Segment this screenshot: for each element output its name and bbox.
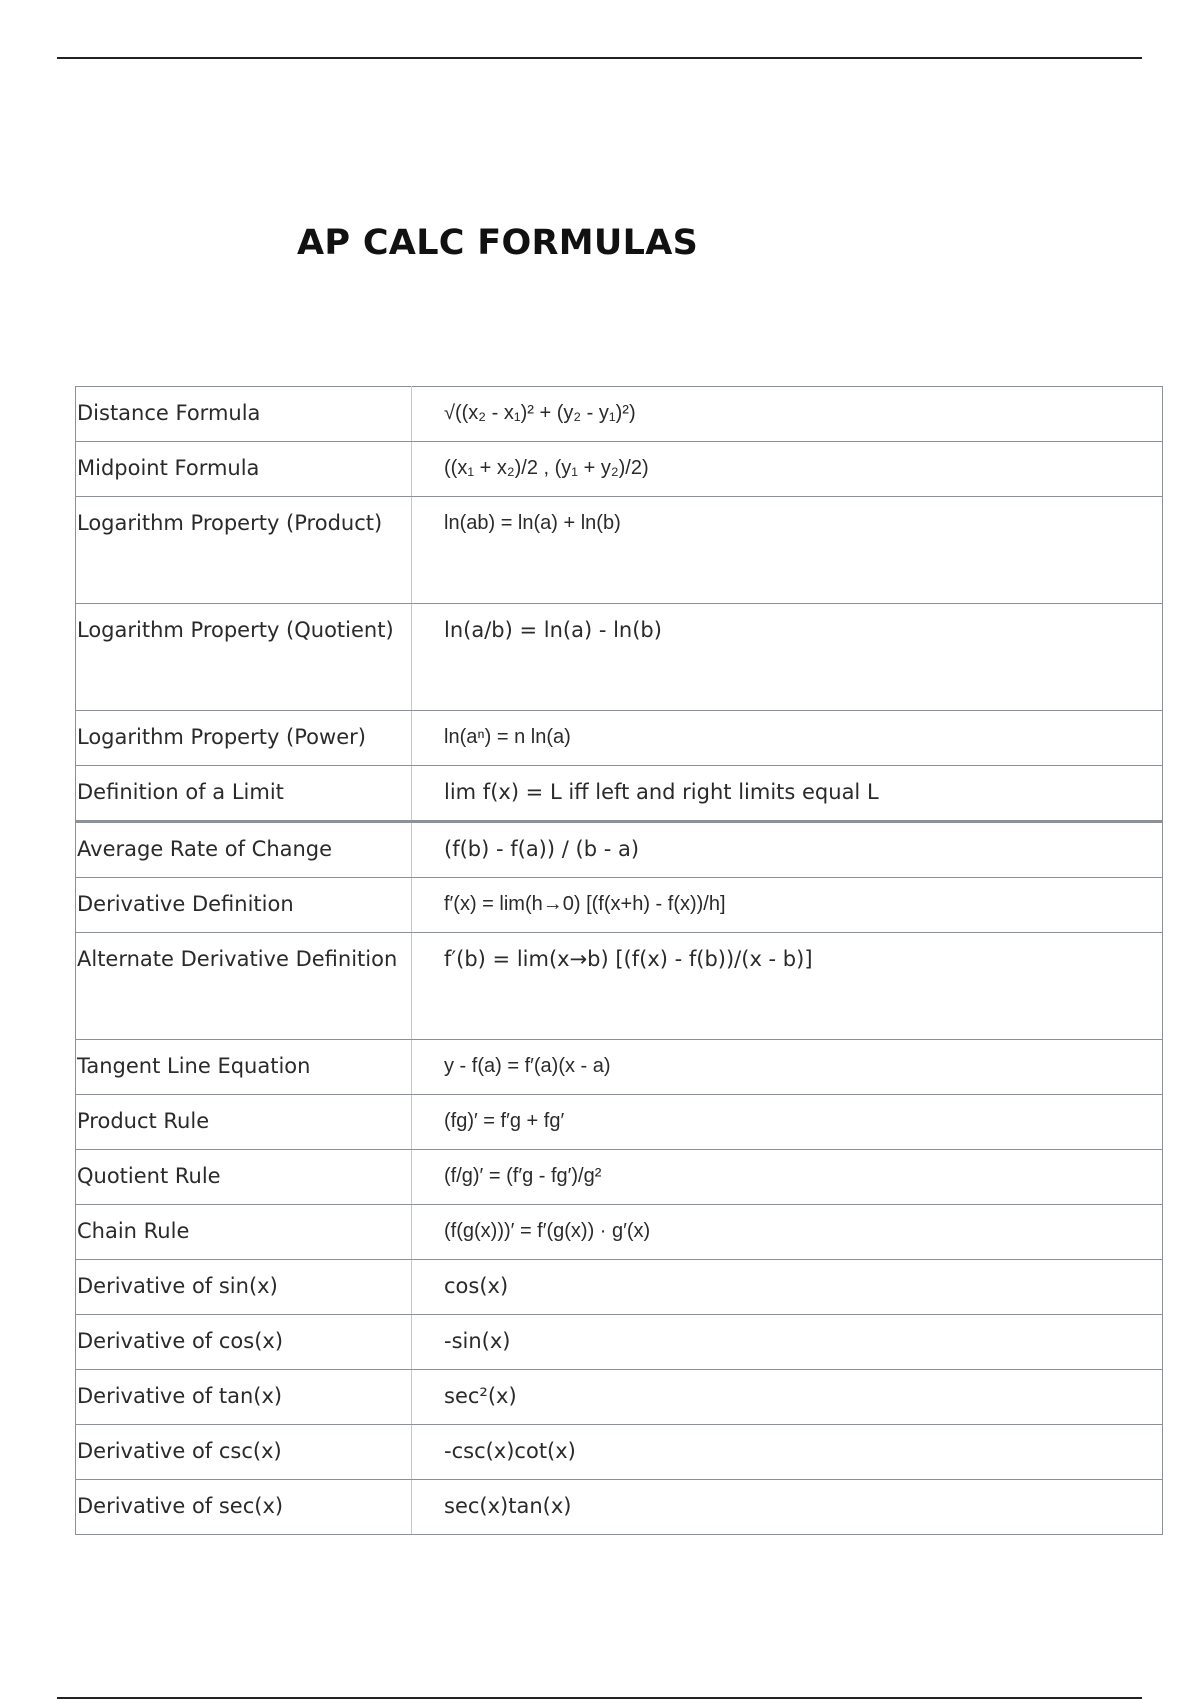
formula-table: [75, 386, 1163, 1535]
table-row: [76, 878, 1163, 933]
formula-name: Midpoint Formula: [76, 442, 412, 497]
table-row: [76, 1425, 1163, 1480]
formula-name: Logarithm Property (Quotient): [76, 604, 412, 711]
formula-name: Derivative of cos(x): [76, 1315, 412, 1370]
formula-name: Quotient Rule: [76, 1150, 412, 1205]
table-row: [76, 1205, 1163, 1260]
table-row: [76, 497, 1163, 604]
table-row: [76, 1370, 1163, 1425]
table-row: [76, 1040, 1163, 1095]
formula-expression: -csc(x)cot(x): [412, 1425, 1163, 1480]
formula-name: Derivative of csc(x): [76, 1425, 412, 1480]
formula-name: Derivative Definition: [76, 878, 412, 933]
formula-expression: ((x₁ + x₂)/2 , (y₁ + y₂)/2): [412, 442, 1163, 497]
table-row: [76, 442, 1163, 497]
formula-name: Definition of a Limit: [76, 766, 412, 822]
formula-expression: sec(x)tan(x): [412, 1480, 1163, 1535]
formula-expression: lim f(x) = L iff left and right limits equal L: [412, 766, 1163, 822]
table-row: [76, 1315, 1163, 1370]
formula-name: Logarithm Property (Power): [76, 711, 412, 766]
formula-expression: √((x₂ - x₁)² + (y₂ - y₁)²): [412, 387, 1163, 442]
table-row: [76, 1150, 1163, 1205]
table-row: [76, 711, 1163, 766]
formula-expression: sec²(x): [412, 1370, 1163, 1425]
formula-expression: (f/g)′ = (f′g - fg′)/g²: [412, 1150, 1163, 1205]
formula-expression: cos(x): [412, 1260, 1163, 1315]
formula-expression: (fg)′ = f′g + fg′: [412, 1095, 1163, 1150]
formula-expression: ln(a/b) = ln(a) - ln(b): [412, 604, 1163, 711]
table-row: [76, 1480, 1163, 1535]
document-title: AP CALC FORMULAS: [297, 223, 699, 263]
table-row: [76, 1095, 1163, 1150]
bottom-rule: [57, 1697, 1142, 1699]
top-rule: [57, 57, 1142, 59]
table-row: [76, 766, 1163, 822]
table-row: [76, 822, 1163, 878]
formula-name: Logarithm Property (Product): [76, 497, 412, 604]
table-row: [76, 933, 1163, 1040]
formula-name: Average Rate of Change: [76, 822, 412, 878]
formula-name: Product Rule: [76, 1095, 412, 1150]
formula-expression: ln(aⁿ) = n ln(a): [412, 711, 1163, 766]
table-row: [76, 604, 1163, 711]
formula-expression: -sin(x): [412, 1315, 1163, 1370]
formula-name: Derivative of sin(x): [76, 1260, 412, 1315]
formula-expression: (f(b) - f(a)) / (b - a): [412, 822, 1163, 878]
formula-expression: ln(ab) = ln(a) + ln(b): [412, 497, 1163, 604]
formula-name: Derivative of sec(x): [76, 1480, 412, 1535]
formula-name: Alternate Derivative Definition: [76, 933, 412, 1040]
formula-name: Derivative of tan(x): [76, 1370, 412, 1425]
formula-expression: f′(x) = lim(h→0) [(f(x+h) - f(x))/h]: [412, 878, 1163, 933]
formula-name: Chain Rule: [76, 1205, 412, 1260]
formula-expression: (f(g(x)))′ = f′(g(x)) · g′(x): [412, 1205, 1163, 1260]
formula-expression: y - f(a) = f′(a)(x - a): [412, 1040, 1163, 1095]
formula-expression: f′(b) = lim(x→b) [(f(x) - f(b))/(x - b)]: [412, 933, 1163, 1040]
table-row: [76, 1260, 1163, 1315]
formula-name: Tangent Line Equation: [76, 1040, 412, 1095]
table-row: [76, 387, 1163, 442]
formula-name: Distance Formula: [76, 387, 412, 442]
